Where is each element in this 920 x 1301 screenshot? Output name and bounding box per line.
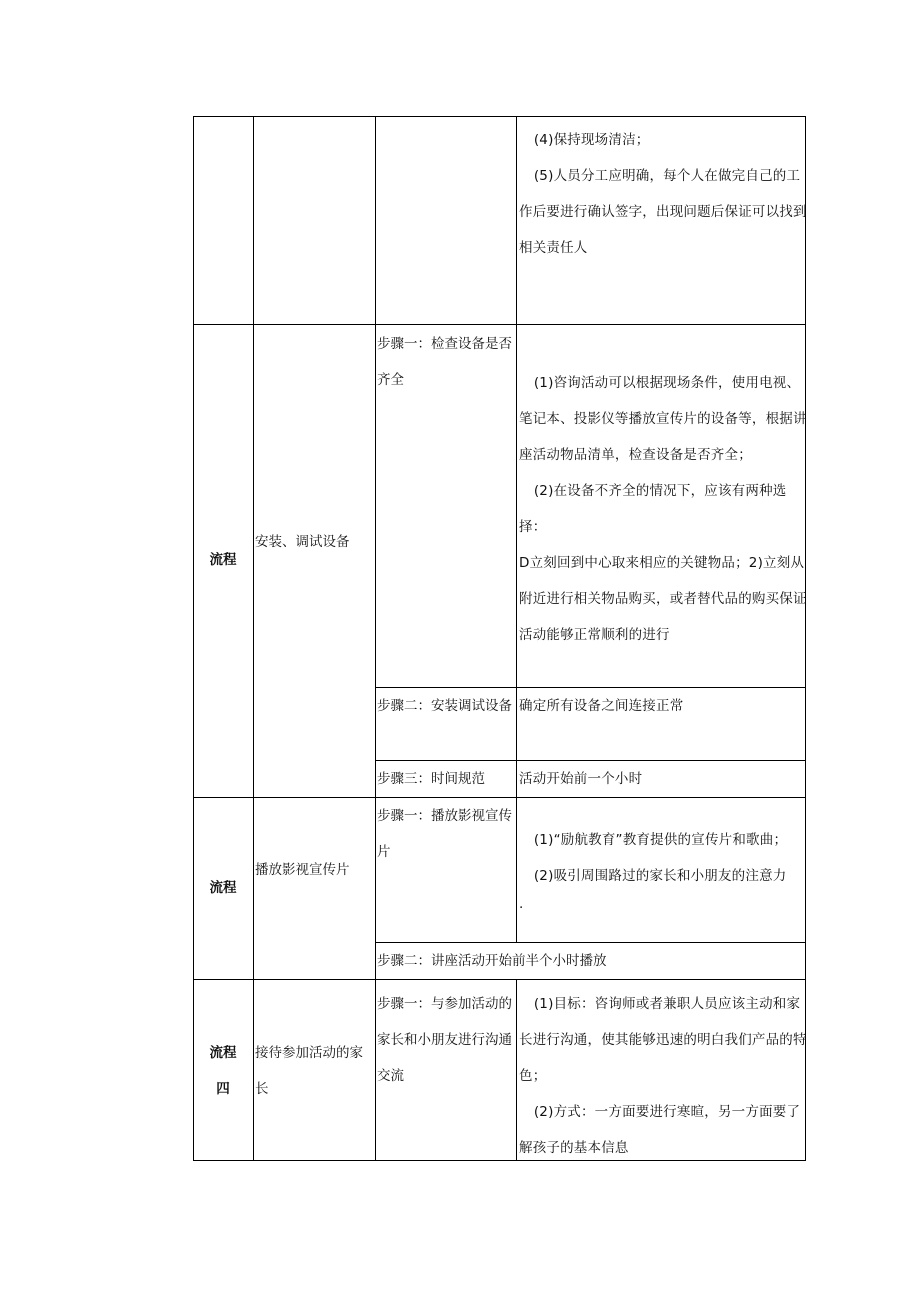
step-cell: 步骤三：时间规范 <box>377 771 485 787</box>
process-name: 接待参加活动的家长 <box>255 1045 363 1097</box>
row-divider <box>193 324 806 325</box>
step-cell: 步骤二：安装调试设备 <box>377 698 512 714</box>
step-detail-cell: 活动开始前一个小时 <box>519 771 643 787</box>
process-label: 流程 四 <box>209 1045 237 1097</box>
step-cell-merged: 步骤二：讲座活动开始前半个小时播放 <box>377 953 607 969</box>
step-detail-cell <box>519 822 809 914</box>
process-label: 流程 <box>209 880 237 896</box>
step-detail-cell: 确定所有设备之间连接正常 <box>519 698 684 714</box>
detail-item: (2)吸引周围路过的家长和小朋友的注意力 <box>533 868 787 884</box>
process-name: 播放影视宣传片 <box>255 862 350 878</box>
step-detail-cell <box>519 986 809 1166</box>
detail-item: . <box>519 896 524 912</box>
column-divider <box>516 116 517 942</box>
step-cell: 步骤一：与参加活动的家长和小朋友进行沟通交流 <box>377 996 512 1084</box>
detail-item: (2)在设备不齐全的情况下，应该有两种选择： <box>519 483 787 535</box>
detail-item: (2)方式：一方面要进行寒暄，另一方面要了解孩子的基本信息 <box>519 1104 801 1156</box>
table-border-left <box>193 116 194 1161</box>
detail-item: (1)咨询活动可以根据现场条件，使用电视、笔记本、投影仪等播放宣传片的设备等，根据讲座活动物品清单，检查设备是否齐全； <box>519 375 807 463</box>
column-divider <box>375 116 376 1161</box>
column-divider <box>516 979 517 1160</box>
table-border-top <box>193 116 806 117</box>
row-divider <box>193 979 806 980</box>
row0-detail-cell <box>519 122 809 266</box>
process-label: 流程 <box>209 552 237 568</box>
step-cell: 步骤一：检查设备是否齐全 <box>377 336 512 388</box>
detail-item: (4)保持现场清洁； <box>533 132 650 148</box>
process-name: 安装、调试设备 <box>255 534 350 550</box>
process-table <box>193 116 806 1161</box>
detail-item: D立刻回到中心取来相应的关键物品；2)立刻从附近进行相关物品购买，或者替代品的购买保证活动能够正常顺利的进行 <box>519 555 807 643</box>
step-cell: 步骤一：播放影视宣传片 <box>377 808 512 860</box>
step-detail-cell <box>519 365 809 653</box>
detail-item: (1)目标：咨询师或者兼职人员应该主动和家长进行沟通，使其能够迅速的明白我们产品的特色； <box>519 996 807 1084</box>
detail-item: (5)人员分工应明确，每个人在做完自己的工作后要进行确认签字，出现问题后保证可以找到相关责任人 <box>519 168 807 256</box>
detail-item: (1)“励航教育”教育提供的宣传片和歌曲； <box>533 832 788 848</box>
column-divider <box>253 116 254 1161</box>
